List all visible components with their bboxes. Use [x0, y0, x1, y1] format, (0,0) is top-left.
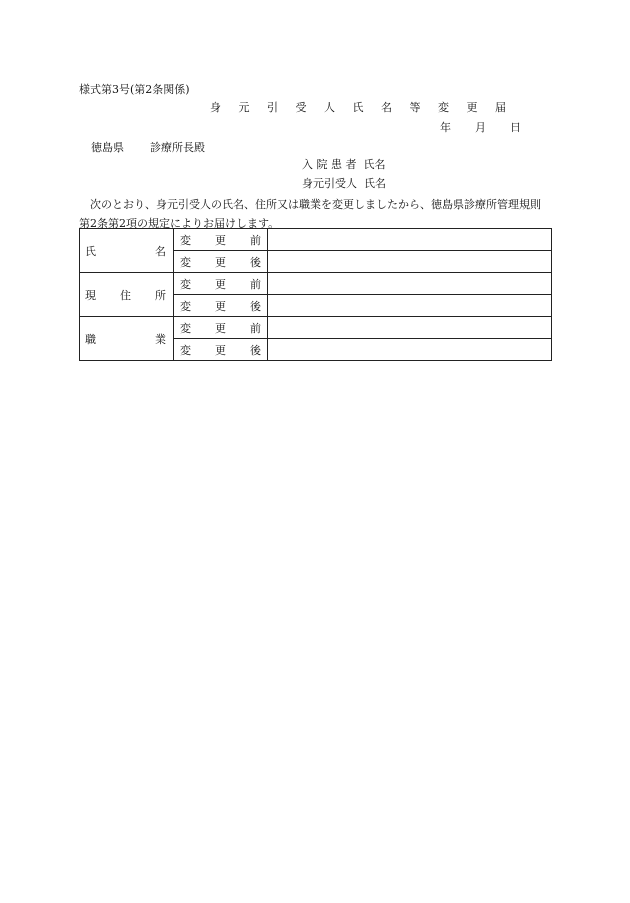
guarantor-line	[302, 177, 386, 191]
sub-char: 後	[250, 255, 261, 269]
name-before-field[interactable]	[268, 229, 552, 251]
sub-label-after	[174, 339, 268, 361]
table-row	[80, 229, 552, 251]
item-char: 業	[155, 332, 166, 346]
body-text: 次のとおり、身元引受人の氏名、住所又は職業を変更しましたから、徳島県診療所管理規則第2条第2項の規定によりお届けします。	[79, 198, 541, 230]
sub-label-before	[174, 273, 268, 295]
guarantor-name-label: 氏名	[364, 177, 386, 190]
patient-label: 入 院 患 者	[302, 158, 357, 171]
sub-char: 変	[180, 233, 191, 247]
occupation-after-field[interactable]	[268, 339, 552, 361]
item-name-cell	[80, 229, 174, 273]
table-row	[80, 273, 552, 295]
sub-char: 更	[215, 277, 226, 291]
sub-char: 更	[215, 233, 226, 247]
sub-label-before	[174, 229, 268, 251]
sub-char: 前	[250, 321, 261, 335]
document-title: 身 元 引 受 人 氏 名 等 変 更 届	[210, 101, 513, 114]
sub-char: 後	[250, 299, 261, 313]
sub-char: 更	[215, 299, 226, 313]
guarantor-label: 身元引受人	[302, 177, 357, 190]
address-before-field[interactable]	[268, 273, 552, 295]
address-after-field[interactable]	[268, 295, 552, 317]
sub-label-after	[174, 295, 268, 317]
sub-char: 前	[250, 233, 261, 247]
change-table	[79, 228, 552, 361]
date-year-label: 年	[440, 121, 451, 134]
patient-name-label: 氏名	[363, 158, 386, 171]
sub-char: 更	[215, 321, 226, 335]
item-char: 所	[155, 288, 166, 302]
item-occupation-cell	[80, 317, 174, 361]
sub-char: 更	[215, 343, 226, 357]
item-char: 氏	[85, 244, 96, 258]
item-char: 住	[120, 288, 131, 302]
sub-char: 前	[250, 277, 261, 291]
item-address-cell	[80, 273, 174, 317]
occupation-before-field[interactable]	[268, 317, 552, 339]
sub-char: 変	[180, 255, 191, 269]
item-char: 名	[155, 244, 166, 258]
sub-char: 更	[215, 255, 226, 269]
addressee	[91, 141, 205, 155]
addressee-prefecture: 徳島県	[91, 141, 124, 154]
name-after-field[interactable]	[268, 251, 552, 273]
table-row	[80, 317, 552, 339]
item-char: 現	[85, 288, 96, 302]
sub-label-before	[174, 317, 268, 339]
date-month-label: 月	[475, 121, 486, 134]
patient-line	[302, 158, 386, 172]
date-line	[440, 121, 521, 135]
item-char: 職	[85, 332, 96, 346]
sub-label-after	[174, 251, 268, 273]
sub-char: 変	[180, 299, 191, 313]
date-day-label: 日	[510, 121, 521, 134]
sub-char: 変	[180, 343, 191, 357]
form-label: 様式第3号(第2条関係)	[79, 83, 190, 96]
sub-char: 後	[250, 343, 261, 357]
addressee-office: 診療所長殿	[150, 141, 205, 154]
sub-char: 変	[180, 277, 191, 291]
sub-char: 変	[180, 321, 191, 335]
